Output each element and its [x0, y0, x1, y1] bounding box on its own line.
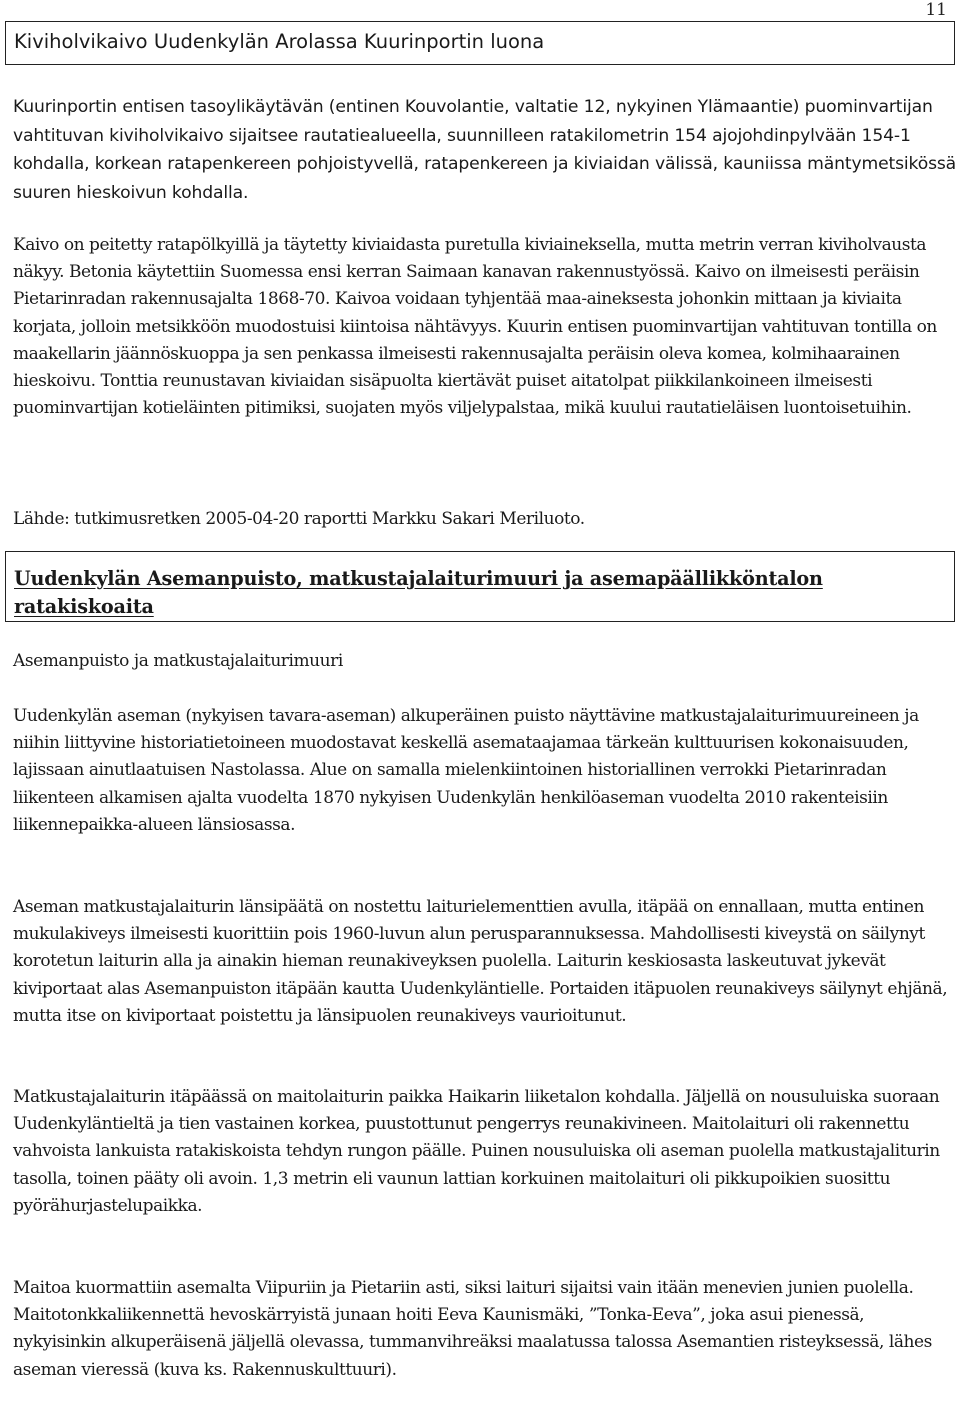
- section1-heading-box: [5, 21, 955, 65]
- section2-paragraph-3: Matkustajalaiturin itäpäässä on maitolaiturin paikka Haikarin liiketalon kohdalla. Jäljellä on nousuluiska suoraan Uudenkyläntieltä ja tien vastainen korkea, puustottunut pengerrys reunakivineen. Maitolaituri oli rakennettu vahvoista lankuista ratakiskoista tehdyn rungon päälle. Puinen nousuluiska oli aseman puolella matkustajaliturin tasolla, toinen pääty oli avoin. 1,3 metrin eli vaunun lattian korkuinen maitolaituri oli pikkupoikien suosittu pyörähurjastelupaikka.: [13, 1087, 940, 1216]
- section2-paragraph-1: Uudenkylän aseman (nykyisen tavara-aseman) alkuperäinen puisto näyttävine matkustajalaiturimuureineen ja niihin liittyvine historiatietoineen muodostavat keskellä asemataajamaa tärkeän kulttuurisen kokonaisuuden, lajissaan ainutlaatuisen Nastolassa. Alue on samalla mielenkiintoinen historiallinen verrokki Pietarinradan liikenteen alkamisen ajalta vuodelta 1870 nykyisen Uudenkylän henkilöaseman vuodelta 2010 rakenteisiin liikennepaikka-alueen länsiosassa.: [13, 706, 919, 835]
- section1-source: Lähde: tutkimusretken 2005-04-20 raportti Markku Sakari Meriluoto.: [13, 509, 585, 529]
- section1-heading: Kiviholvikaivo Uudenkylän Arolassa Kuurinportin luona: [14, 30, 545, 53]
- section2-paragraph-2: Aseman matkustajalaiturin länsipäätä on nostettu laiturielementtien avulla, itäpää on ennallaan, mutta entinen mukulakiveys ilmeisesti kuorittiin pois 1960-luvun alun perusparannuksessa. Mahdollisesti kiveystä on säilynyt korotetun laiturin alla ja ainakin hieman reunakiveyksen puolella. Laiturin keskiosasta laskeutuvat jykevät kiviportaat alas Asemanpuiston itäpään kautta Uudenkyläntielle. Portaiden itäpuolen reunakiveys säilynyt ehjänä, mutta itse on kiviportaat poistettu ja länsipuolen reunakiveys vaurioitunut.: [13, 897, 948, 1026]
- section2-subheading: Asemanpuisto ja matkustajalaiturimuuri: [13, 651, 343, 671]
- section1-paragraph-2: Kaivo on peitetty ratapölkyillä ja täytetty kiviaidasta puretulla kiviaineksella, mutta metrin verran kiviholvausta näkyy. Betonia käytettiin Suomessa ensi kerran Saimaan kanavan rakennustyössä. Kaivo on ilmeisesti peräisin Pietarinradan rakennusajalta 1868-70. Kaivoa voidaan tyhjentää maa-aineksesta johonkin mittaan ja kiviaita korjata, jolloin metsikköön muodostuisi kiintoisa nähtävyys. Kuurin entisen puominvartijan vahtituvan tontilla on maakellarin jäännöskuoppa ja sen penkassa ilmeisesti rakennusajalta peräisin oleva komea, kolmihaarainen hieskoivu. Tonttia reunustavan kiviaidan sisäpuolta kiertävät puiset aitatolpat piikkilankoineen ilmeisesti puominvartijan kotieläinten pitimiksi, suojaten myös viljelypalstaa, mikä kuului rautatieläisen luontoisetuihin.: [13, 235, 937, 419]
- section2-paragraph-4: Maitoa kuormattiin asemalta Viipuriin ja Pietariin asti, siksi laituri sijaitsi vain itään menevien junien puolella. Maitotonkkaliikennettä hevoskärryistä junaan hoiti Eeva Kaunismäki, ”Tonka-Eeva”, joka asui pienessä, nykyisinkin alkuperäisenä jäljellä olevassa, tummanvihreäksi maalatussa talossa Asemantien risteyksessä, lähes aseman vieressä (kuva ks. Rakennuskulttuuri).: [13, 1278, 932, 1380]
- section2-heading-box: [5, 551, 955, 622]
- page-number: 11: [925, 0, 947, 20]
- section1-paragraph-1: Kuurinportin entisen tasoylikäytävän (entinen Kouvolantie, valtatie 12, nykyinen Ylämaantie) puominvartijan vahtituvan kiviholvikaivo sijaitsee rautatiealueella, suunnilleen ratakilometrin 154 ajojohdinpylvään 154-1 kohdalla, korkean ratapenkereen pohjoistyvellä, ratapenkereen ja kiviaidan välissä, kauniissa mäntymetsikössä suuren hieskoivun kohdalla.: [13, 97, 957, 203]
- section2-heading: Uudenkylän Asemanpuisto, matkustajalaiturimuuri ja asemapäällikköntalon ratakiskoaita: [14, 567, 823, 618]
